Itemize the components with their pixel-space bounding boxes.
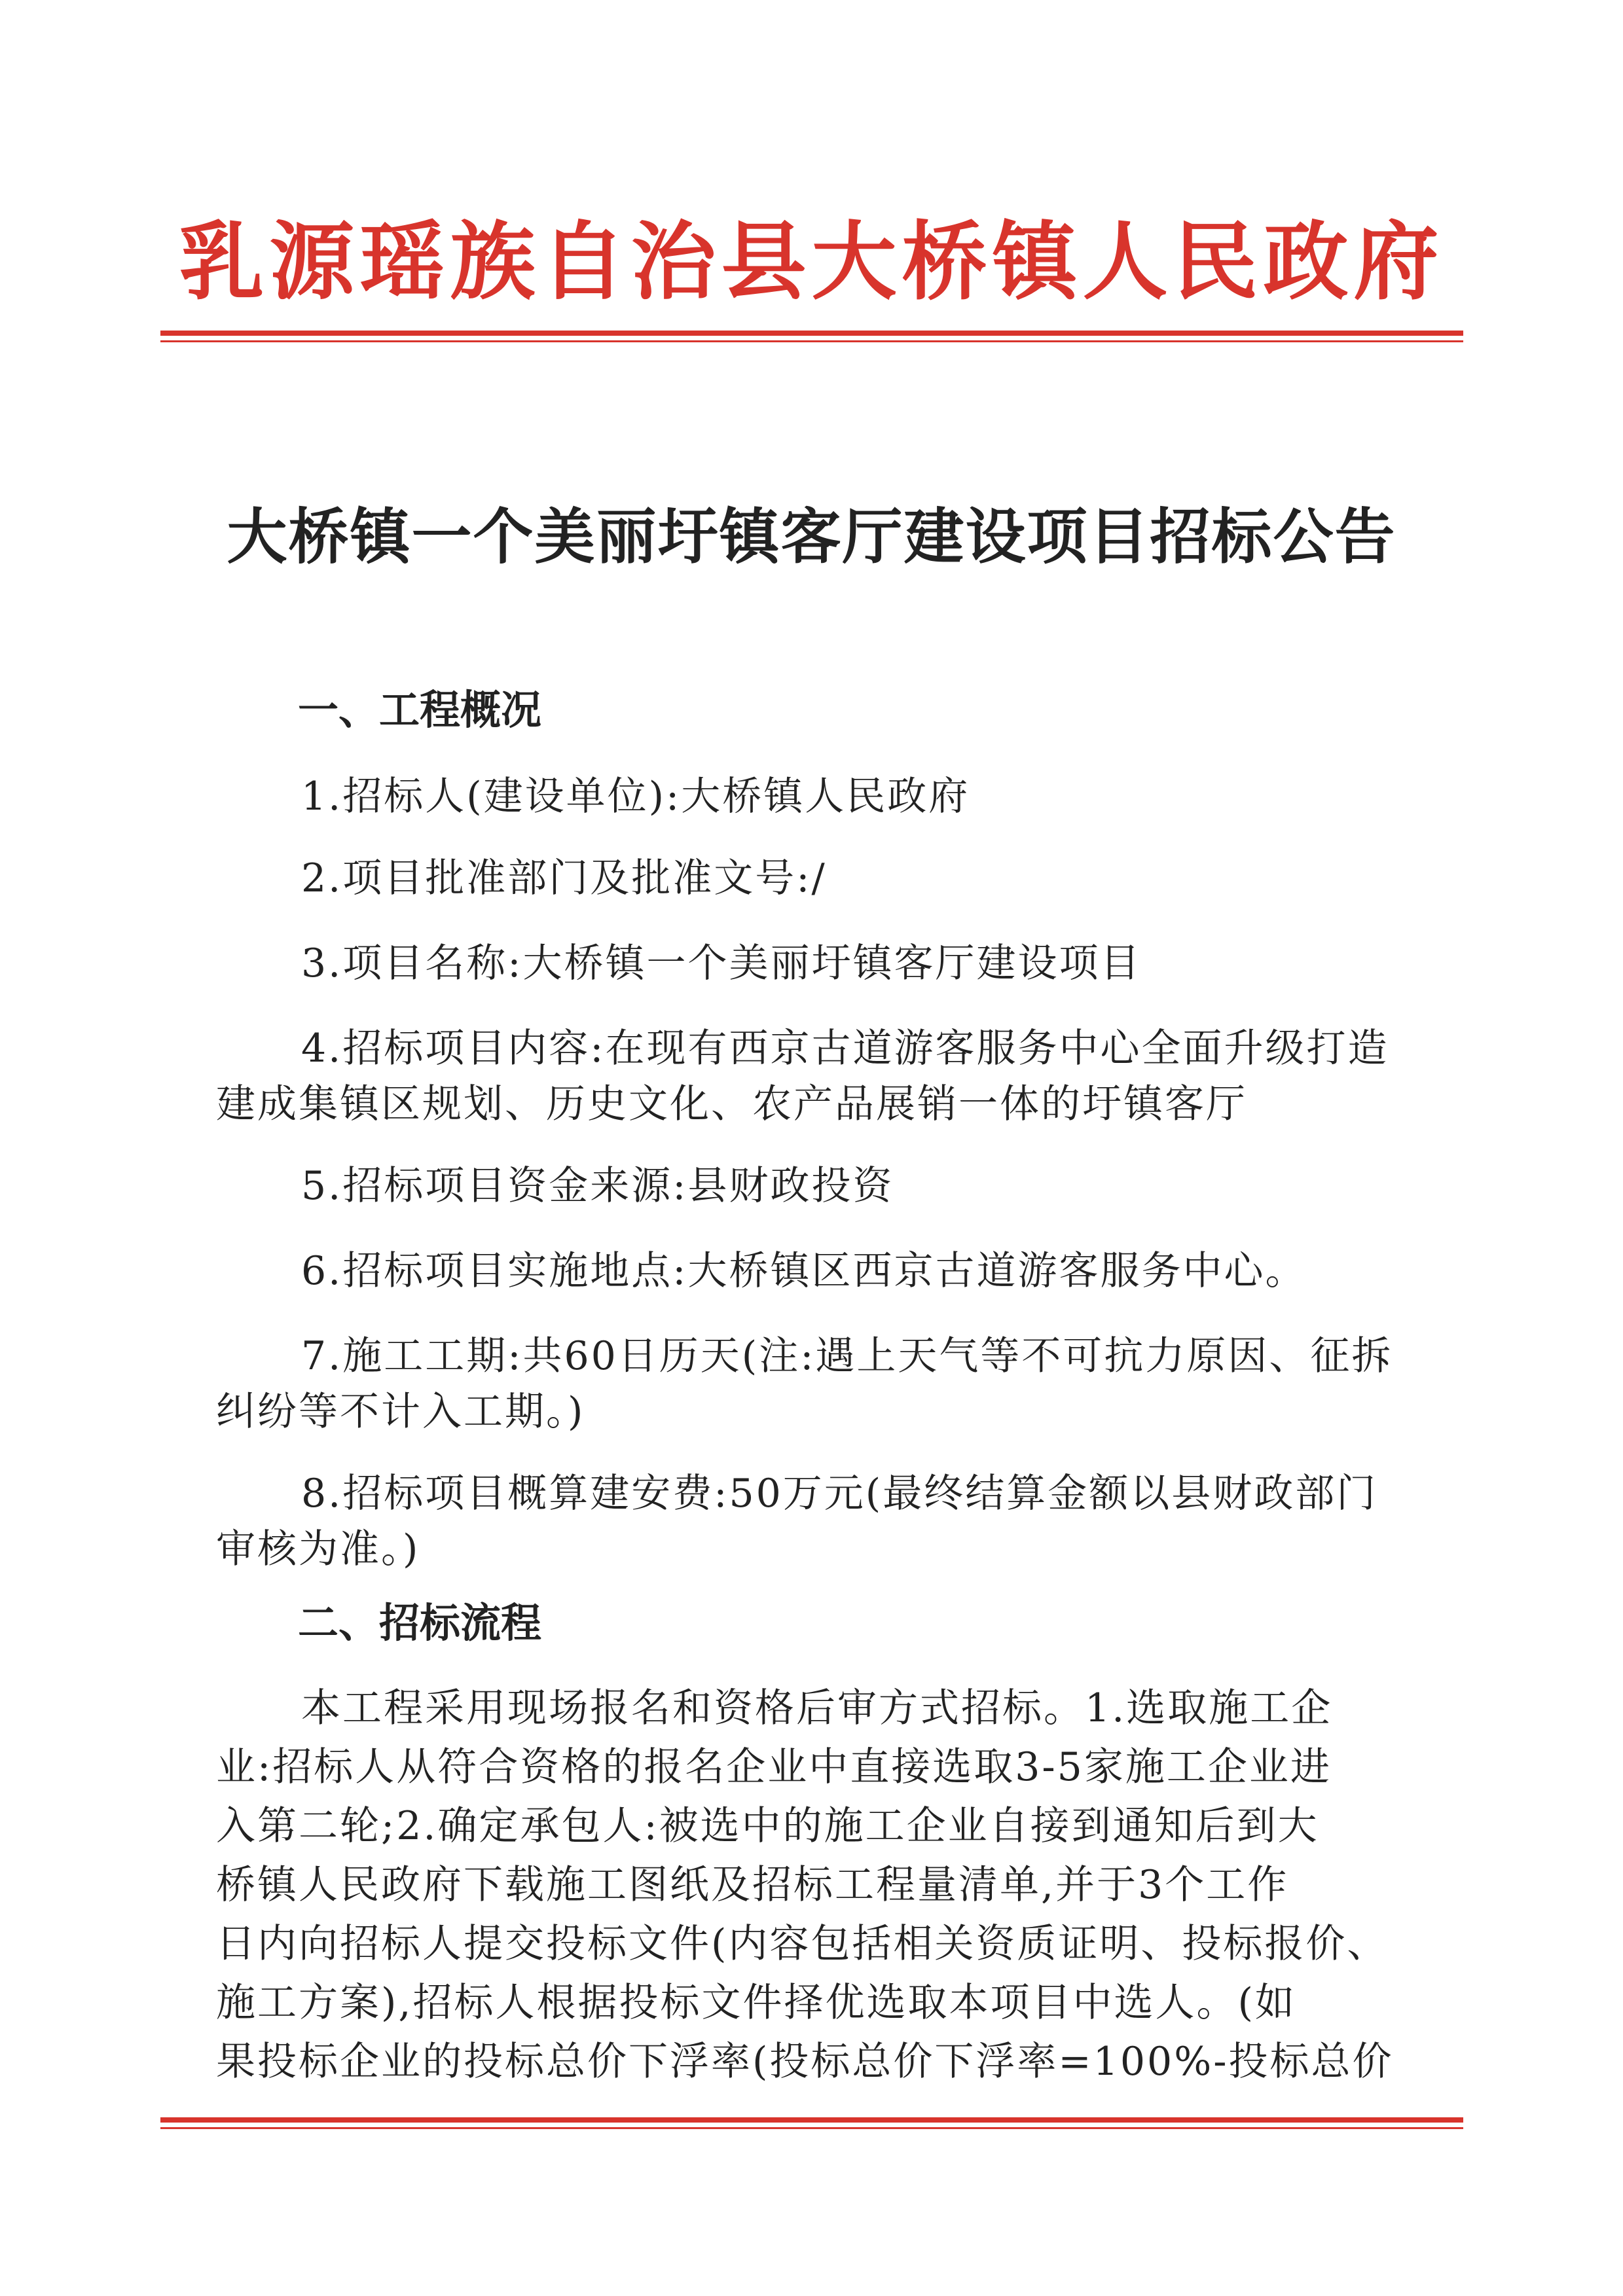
- process-line-3: 入第二轮;2.确定承包人:被选中的施工企业自接到通知后到大: [216, 1803, 1319, 1849]
- overview-item-5: 5.招标项目资金来源:县财政投资: [301, 1163, 894, 1209]
- document-title: 大桥镇一个美丽圩镇客厅建设项目招标公告: [227, 501, 1396, 572]
- overview-item-8: 8.招标项目概算建安费:50万元(最终结算金额以县财政部门审核为准。): [216, 1471, 1378, 1572]
- process-line-4: 桥镇人民政府下载施工图纸及招标工程量清单,并于3个工作: [216, 1862, 1289, 1908]
- footer-rule-thick-line: [160, 2117, 1463, 2123]
- process-line-2: 业:招标人从符合资格的报名企业中直接选取3-5家施工企业进: [216, 1744, 1332, 1790]
- overview-item-7: 7.施工工期:共60日历天(注:遇上天气等不可抗力原因、征拆纠纷等不计入工期。): [216, 1333, 1393, 1435]
- footer-rule-gap: [160, 2123, 1463, 2127]
- rule-gap: [160, 336, 1463, 340]
- overview-item-4: 4.招标项目内容:在现有西京古道游客服务中心全面升级打造建成集镇区规划、历史文化、农产品展销一体的圩镇客厅: [216, 1026, 1389, 1127]
- section-heading-overview: 一、工程概况: [298, 686, 542, 734]
- section-heading-process: 二、招标流程: [298, 1599, 542, 1647]
- footer-rule: [160, 2117, 1463, 2129]
- process-line-1: 本工程采用现场报名和资格后审方式招标。1.选取施工企: [301, 1685, 1333, 1731]
- overview-item-3: 3.项目名称:大桥镇一个美丽圩镇客厅建设项目: [301, 941, 1142, 986]
- letterhead-title: 乳源瑶族自治县大桥镇人民政府: [179, 211, 1444, 312]
- footer-rule-thin-line: [160, 2127, 1463, 2129]
- rule-thick-line: [160, 331, 1463, 336]
- overview-item-1: 1.招标人(建设单位):大桥镇人民政府: [301, 774, 970, 819]
- rule-thin-line: [160, 340, 1463, 342]
- overview-item-2: 2.项目批准部门及批准文号:/: [301, 855, 827, 901]
- process-line-7: 果投标企业的投标总价下浮率(投标总价下浮率=100%-投标总价: [216, 2039, 1394, 2085]
- process-line-6: 施工方案),招标人根据投标文件择优选取本项目中选人。(如: [216, 1980, 1296, 2026]
- overview-item-6: 6.招标项目实施地点:大桥镇区西京古道游客服务中心。: [301, 1248, 1307, 1294]
- letterhead-rule: [160, 331, 1463, 342]
- process-line-5: 日内向招标人提交投标文件(内容包括相关资质证明、投标报价、: [216, 1921, 1389, 1967]
